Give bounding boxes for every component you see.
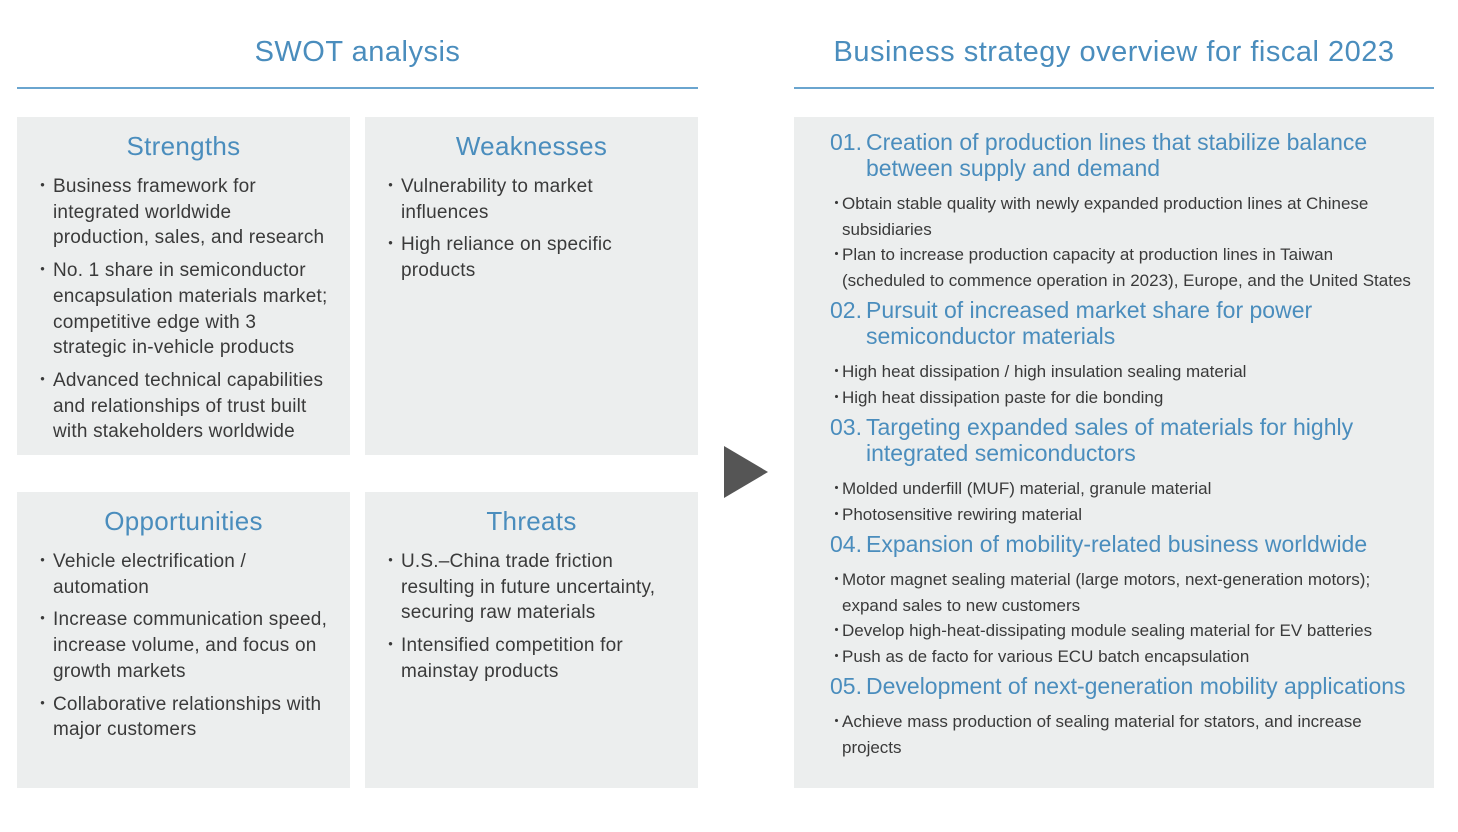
weaknesses-item: ・ High reliance on specific products <box>389 232 680 283</box>
strategy-item-03 <box>830 414 1414 527</box>
threats-heading: Threats <box>486 506 577 536</box>
weaknesses-panel <box>365 117 698 455</box>
swot-title-rule <box>17 87 698 89</box>
strategy-title-rule <box>794 87 1434 89</box>
opportunities-item: ・ Collaborative relationships with major customers <box>41 692 332 743</box>
strategy-item-number: 05. <box>830 673 862 699</box>
strategy-item-04 <box>830 531 1414 669</box>
strategy-item-number: 04. <box>830 531 862 557</box>
opportunities-heading: Opportunities <box>104 506 263 536</box>
strategy-bullet: ・ Obtain stable quality with newly expanded production lines at Chinese subsidiaries <box>842 191 1414 242</box>
strengths-panel <box>17 117 350 455</box>
strategy-item-title: Creation of production lines that stabilize balance between supply and demand <box>866 129 1368 181</box>
threats-panel <box>365 492 698 788</box>
strategy-item-number: 01. <box>830 129 862 155</box>
weaknesses-heading: Weaknesses <box>455 131 608 161</box>
strengths-list <box>17 174 350 445</box>
right-triangle-arrow-icon <box>724 446 768 498</box>
strategy-item-heading <box>830 297 1414 349</box>
strengths-item: ・ No. 1 share in semiconductor encapsulation materials market; competitive edge with 3 strategic in-vehicle products <box>41 258 332 361</box>
strategy-item-heading <box>830 414 1414 466</box>
strategy-item-title: Development of next-generation mobility applications <box>866 673 1406 699</box>
strategy-bullet: ・ Molded underfill (MUF) material, granule material <box>842 476 1414 502</box>
strategy-bullet: ・ Push as de facto for various ECU batch encapsulation <box>842 644 1414 670</box>
weaknesses-list <box>365 174 698 284</box>
strategy-item-heading <box>830 129 1414 181</box>
strategy-panel <box>794 117 1434 788</box>
strategy-bullet: ・ Develop high-heat-dissipating module sealing material for EV batteries <box>842 618 1414 644</box>
strategy-item-number: 03. <box>830 414 862 440</box>
opportunities-panel <box>17 492 350 788</box>
strategy-item-05 <box>830 673 1414 760</box>
strategy-item-02 <box>830 297 1414 410</box>
strategy-bullet: ・ Motor magnet sealing material (large motors, next-generation motors); expand sales to new customers <box>842 567 1414 618</box>
strategy-item-bullets <box>830 567 1414 669</box>
opportunities-item: ・ Increase communication speed, increase volume, and focus on growth markets <box>41 607 332 684</box>
strategy-item-bullets <box>830 709 1414 760</box>
strategy-bullet: ・ Achieve mass production of sealing material for stators, and increase projects <box>842 709 1414 760</box>
threats-list <box>365 549 698 685</box>
strategy-item-title: Pursuit of increased market share for power semiconductor materials <box>866 297 1313 349</box>
strategy-item-title: Expansion of mobility-related business worldwide <box>866 531 1368 557</box>
weaknesses-item: ・ Vulnerability to market influences <box>389 174 680 225</box>
strengths-heading: Strengths <box>126 131 241 161</box>
threats-item: ・ U.S.–China trade friction resulting in future uncertainty, securing raw materials <box>389 549 680 626</box>
strategy-item-title: Targeting expanded sales of materials for highly integrated semiconductors <box>866 414 1354 466</box>
strategy-item-number: 02. <box>830 297 862 323</box>
strategy-item-bullets <box>830 359 1414 410</box>
strategy-title: Business strategy overview for fiscal 2023 <box>833 36 1395 68</box>
strategy-bullet: ・ High heat dissipation / high insulation sealing material <box>842 359 1414 385</box>
opportunities-list <box>17 549 350 743</box>
strengths-item: ・ Business framework for integrated worldwide production, sales, and research <box>41 174 332 251</box>
strategy-item-heading <box>830 531 1414 557</box>
opportunities-item: ・ Vehicle electrification / automation <box>41 549 332 600</box>
strategy-item-bullets <box>830 476 1414 527</box>
threats-item: ・ Intensified competition for mainstay products <box>389 633 680 684</box>
strategy-item-heading <box>830 673 1414 699</box>
strategy-bullet: ・ High heat dissipation paste for die bonding <box>842 385 1414 411</box>
swot-title: SWOT analysis <box>254 36 461 68</box>
strategy-bullet: ・ Photosensitive rewiring material <box>842 502 1414 528</box>
strengths-item: ・ Advanced technical capabilities and relationships of trust built with stakeholders worldwide <box>41 368 332 445</box>
strategy-item-01 <box>830 129 1414 293</box>
strategy-bullet: ・ Plan to increase production capacity at production lines in Taiwan (scheduled to commence operation in 2023), Europe, and the United States <box>842 242 1414 293</box>
strategy-item-bullets <box>830 191 1414 293</box>
